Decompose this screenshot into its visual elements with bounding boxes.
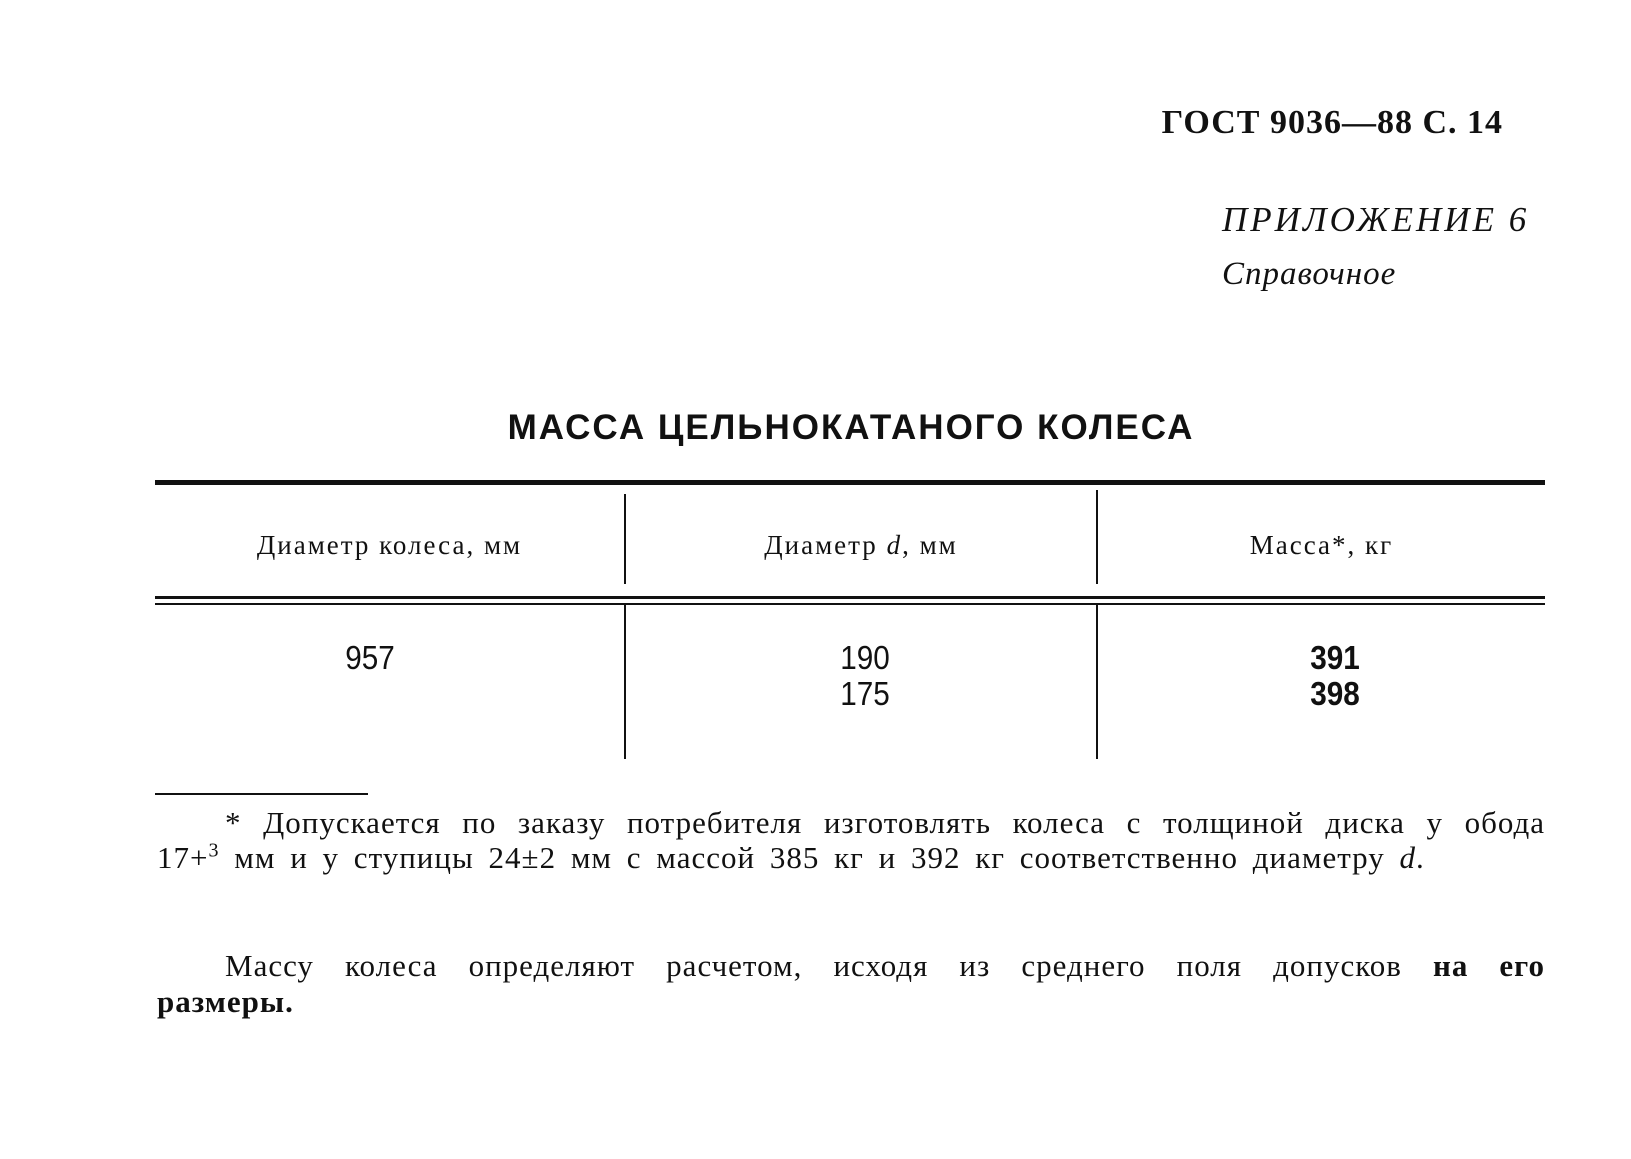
cell-mass-value: 391 [1310,639,1360,676]
column-header-mass: Масса*, кг [1249,530,1394,560]
table-column-divider [624,604,626,759]
d-symbol: d [886,530,903,560]
cell-mass-value: 398 [1310,675,1360,712]
cell-mass [1241,640,1430,712]
table-header-rule-double [155,603,1545,605]
d-symbol: d [1399,840,1416,875]
note-bold-tail: на его размеры. [157,948,1545,1019]
appendix-type: Справочное [1222,256,1397,292]
footnote-end: . [1415,840,1425,875]
page-title: МАССА ЦЕЛЬНОКАТАНОГО КОЛЕСА [507,408,1195,447]
note-paragraph [157,948,1545,1020]
cell-d-value: 190 [840,639,890,676]
appendix-label: ПРИЛОЖЕНИЕ 6 [1222,200,1530,239]
table-top-rule [155,480,1545,485]
column-header-wheel-diameter: Диаметр колеса, мм [256,530,523,560]
column-header-d-prefix: Диаметр [764,530,887,560]
footnote [157,805,1545,875]
footnote-text-part1: * Допускается по заказу потребителя изготовлять колеса с толщиной диска у обода 17+ [157,805,1545,875]
table-header-rule [155,596,1545,599]
column-header-d-diameter [626,530,1096,561]
footnote-rule [155,793,368,795]
footnote-text-part2: мм и у ступицы 24±2 мм с массой 385 кг и 392 кг соответственно диаметру [219,840,1400,875]
note-text: Массу колеса определяют расчетом, исходя из среднего поля допусков [225,948,1433,983]
cell-wheel-diameter: 957 [345,639,395,676]
cell-d-diameter [771,640,960,712]
table-column-divider [1096,604,1098,759]
document-code: ГОСТ 9036—88 С. 14 [1161,104,1503,141]
cell-d-value: 175 [840,675,890,712]
column-header-d-suffix: , мм [902,530,958,560]
footnote-superscript: 3 [208,839,220,862]
